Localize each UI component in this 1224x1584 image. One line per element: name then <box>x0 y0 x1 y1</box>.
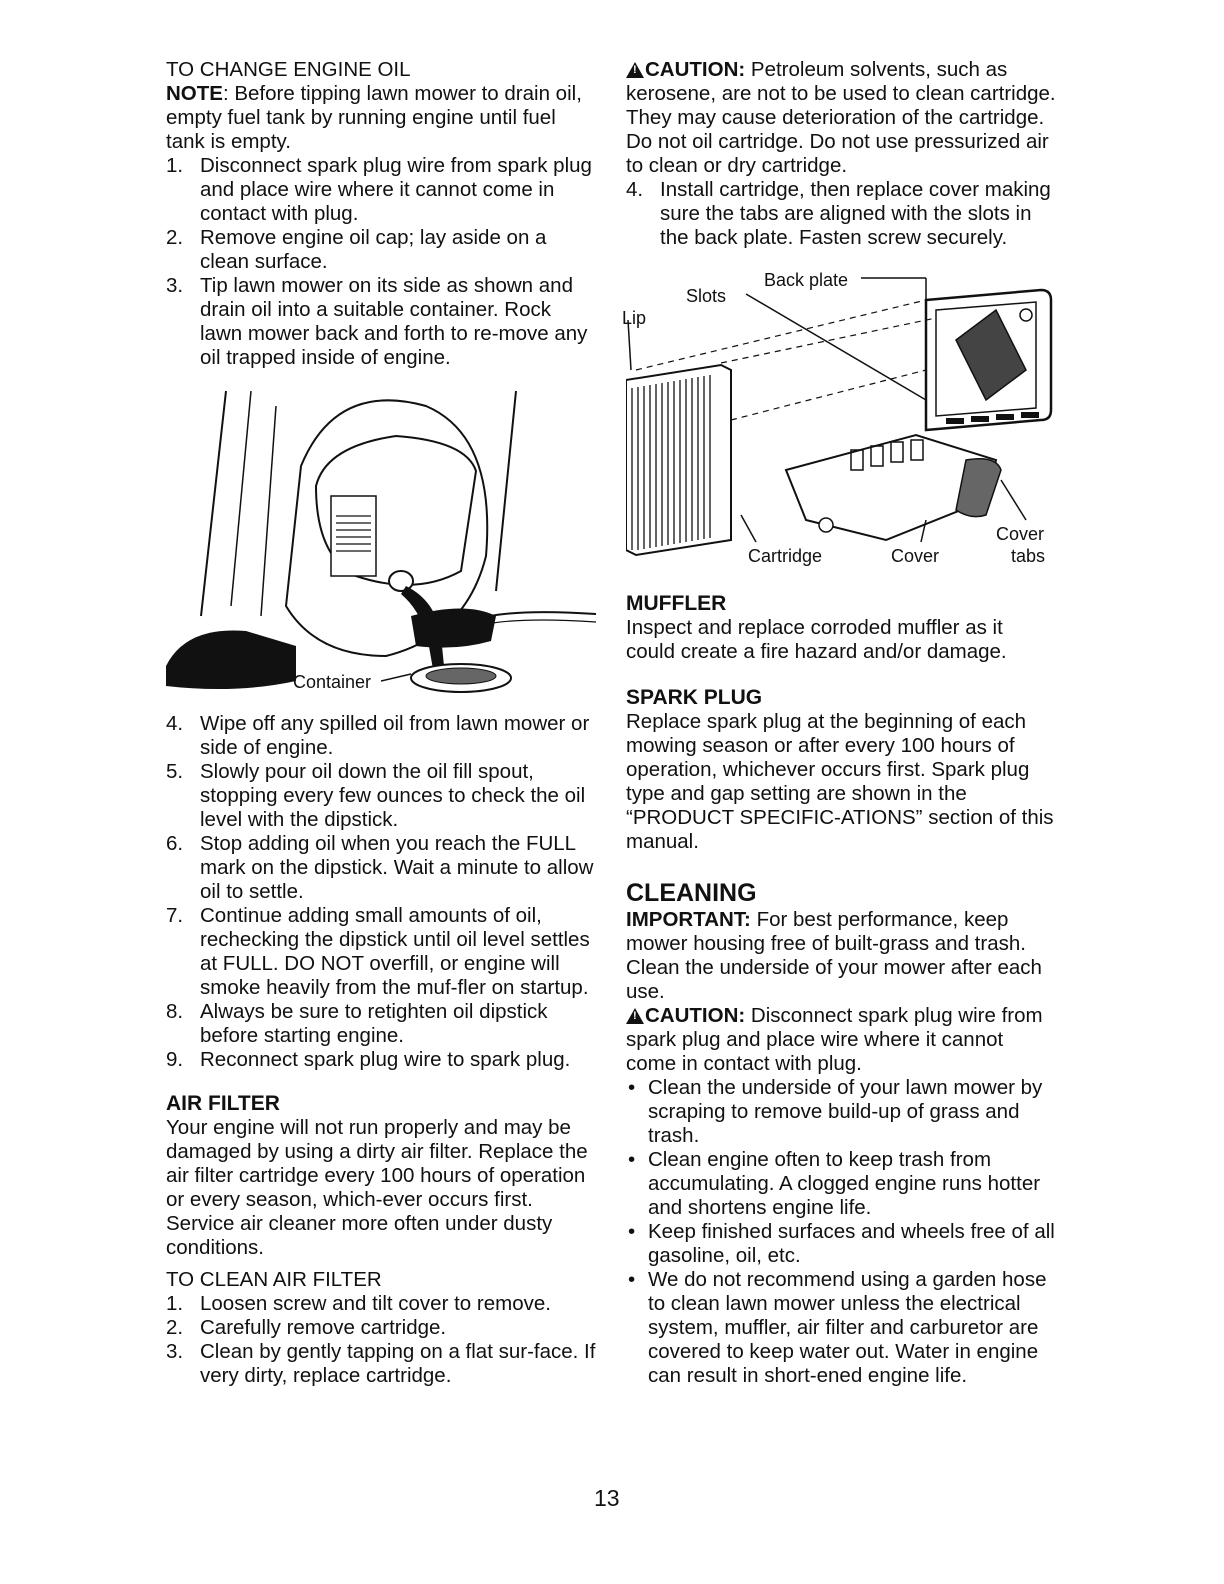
step-number: 9. <box>166 1048 184 1071</box>
cover-label: Cover <box>891 546 940 566</box>
step-number: 1. <box>166 154 184 177</box>
lip-label: Lip <box>622 308 647 328</box>
list-item <box>166 712 596 760</box>
list-item <box>626 1148 1056 1220</box>
bullet-icon: • <box>628 1268 636 1291</box>
step-text: Wipe off any spilled oil from lawn mower or side of engine. <box>200 712 590 759</box>
clean-air-filter-heading: TO CLEAN AIR FILTER <box>166 1268 382 1291</box>
spark-plug-heading: SPARK PLUG <box>626 686 763 709</box>
list-item <box>166 274 596 370</box>
slots-label: Slots <box>686 286 727 306</box>
step-text: Tip lawn mower on its side as shown and drain oil into a suitable container. Rock lawn mower back and forth to re-move any oil trapped inside of engine. <box>200 274 588 369</box>
bullet-text: We do not recommend using a garden hose to clean lawn mower unless the electrical system, muffler, air filter and carburetor are covered to keep water out. Water in engine can result in short-ened engine life. <box>648 1268 1047 1387</box>
caution-text: Petroleum solvents, such as kerosene, are not to be used to clean cartridge. They may cause deterioration of the cartridge. Do not oil cartridge. Do not use pressurized air to clean or dry cartridge. <box>626 58 1056 177</box>
step-text: Stop adding oil when you reach the FULL mark on the dipstick. Wait a minute to allow oil to settle. <box>200 832 594 903</box>
step-text: Reconnect spark plug wire to spark plug. <box>200 1048 571 1071</box>
list-item <box>626 1220 1056 1268</box>
step-number: 6. <box>166 832 184 855</box>
drain-oil-figure <box>166 376 596 706</box>
mower-tipped-illustration <box>166 376 596 706</box>
list-item <box>626 1268 1056 1388</box>
step-number: 5. <box>166 760 184 783</box>
bullet-text: Clean the underside of your lawn mower by scraping to remove build-up of grass and trash. <box>648 1076 1043 1147</box>
caution-text: Disconnect spark plug wire from spark plug and place wire where it cannot come in contact with plug. <box>626 1004 1043 1075</box>
air-filter-heading: AIR FILTER <box>166 1092 280 1115</box>
caution-label: CAUTION: <box>645 1004 746 1027</box>
install-step-list <box>626 178 1056 250</box>
list-item <box>626 178 1056 250</box>
caution-icon <box>626 62 644 78</box>
step-number: 1. <box>166 1292 184 1315</box>
muffler-heading: MUFFLER <box>626 592 727 615</box>
list-item <box>626 1076 1056 1148</box>
bullet-icon: • <box>628 1220 636 1243</box>
bullet-icon: • <box>628 1148 636 1171</box>
muffler-text: Inspect and replace corroded muffler as it could create a fire hazard and/or damage. <box>626 616 1007 663</box>
step-text: Slowly pour oil down the oil fill spout, stopping every few ounces to check the oil level with the dipstick. <box>200 760 586 831</box>
step-text: Remove engine oil cap; lay aside on a clean surface. <box>200 226 547 273</box>
oil-steps-list-a <box>166 154 596 370</box>
spark-plug-text: Replace spark plug at the beginning of each mowing season or after every 100 hours of operation, whichever occurs first. Spark plug type and gap setting are shown in the “PRODUCT SPECIFIC-ATIONS” section of this manual. <box>626 710 1054 853</box>
air-filter-figure <box>622 270 1056 582</box>
step-number: 2. <box>166 226 184 249</box>
bullet-text: Keep finished surfaces and wheels free of all gasoline, oil, etc. <box>648 1220 1055 1267</box>
cleaning-bullets-list <box>626 1076 1056 1388</box>
step-number: 3. <box>166 274 184 297</box>
page-number: 13 <box>594 1485 620 1511</box>
step-text: Carefully remove cartridge. <box>200 1316 447 1339</box>
note-label: NOTE <box>166 82 223 105</box>
air-filter-assembly-illustration <box>626 270 1056 582</box>
list-item <box>166 1316 596 1340</box>
list-item <box>166 1292 596 1316</box>
cleaning-heading: CLEANING <box>626 879 757 907</box>
step-number: 8. <box>166 1000 184 1023</box>
list-item <box>166 154 596 226</box>
step-text: Always be sure to retighten oil dipstick before starting engine. <box>200 1000 548 1047</box>
step-number: 3. <box>166 1340 184 1363</box>
step-text: Clean by gently tapping on a flat sur-face. If very dirty, replace cartridge. <box>200 1340 596 1387</box>
important-text: For best performance, keep mower housing free of built-grass and trash. Clean the underside of your mower after each use. <box>626 908 1042 1003</box>
cover-tabs-label-1: Cover <box>996 524 1045 544</box>
back-plate-label: Back plate <box>764 270 849 290</box>
important-paragraph <box>626 908 1056 1004</box>
step-text: Install cartridge, then replace cover making sure the tabs are aligned with the slots in the back plate. Fasten screw securely. <box>660 178 1051 249</box>
caution-icon <box>626 1008 644 1024</box>
list-item <box>166 760 596 832</box>
bullet-icon: • <box>628 1076 636 1099</box>
oil-steps-list-b <box>166 712 596 1072</box>
air-filter-steps-list <box>166 1292 596 1388</box>
change-oil-heading: TO CHANGE ENGINE OIL <box>166 58 411 81</box>
right-column <box>622 58 1056 1388</box>
cartridge-label: Cartridge <box>748 546 823 566</box>
list-item <box>166 1340 596 1388</box>
note-paragraph <box>166 82 596 154</box>
caution-label: CAUTION: <box>645 58 746 81</box>
list-item <box>166 1000 596 1048</box>
important-label: IMPORTANT: <box>626 908 751 931</box>
list-item <box>166 1048 596 1072</box>
list-item <box>166 904 596 1000</box>
note-text: : Before tipping lawn mower to drain oil, empty fuel tank by running engine until fuel tank is empty. <box>166 82 582 153</box>
cover-tabs-label-2: tabs <box>1011 546 1046 566</box>
caution-paragraph-1 <box>626 58 1056 178</box>
left-column <box>166 58 596 1388</box>
step-number: 7. <box>166 904 184 927</box>
list-item <box>166 832 596 904</box>
step-text: Loosen screw and tilt cover to remove. <box>200 1292 551 1315</box>
caution-paragraph-2 <box>626 1004 1056 1076</box>
step-text: Continue adding small amounts of oil, rechecking the dipstick until oil level settles at FULL. DO NOT overfill, or engine will smoke heavily from the muf-fler on startup. <box>200 904 590 999</box>
list-item <box>166 226 596 274</box>
step-number: 4. <box>626 178 644 201</box>
step-number: 2. <box>166 1316 184 1339</box>
bullet-text: Clean engine often to keep trash from accumulating. A clogged engine runs hotter and shortens engine life. <box>648 1148 1041 1219</box>
container-label: Container <box>293 672 372 692</box>
step-number: 4. <box>166 712 184 735</box>
air-filter-text: Your engine will not run properly and may be damaged by using a dirty air filter. Replace the air filter cartridge every 100 hours of operation or every season, which-ever occurs first. Service air cleaner more often under dusty conditions. <box>166 1116 588 1259</box>
step-text: Disconnect spark plug wire from spark plug and place wire where it cannot come in contact with plug. <box>200 154 592 225</box>
